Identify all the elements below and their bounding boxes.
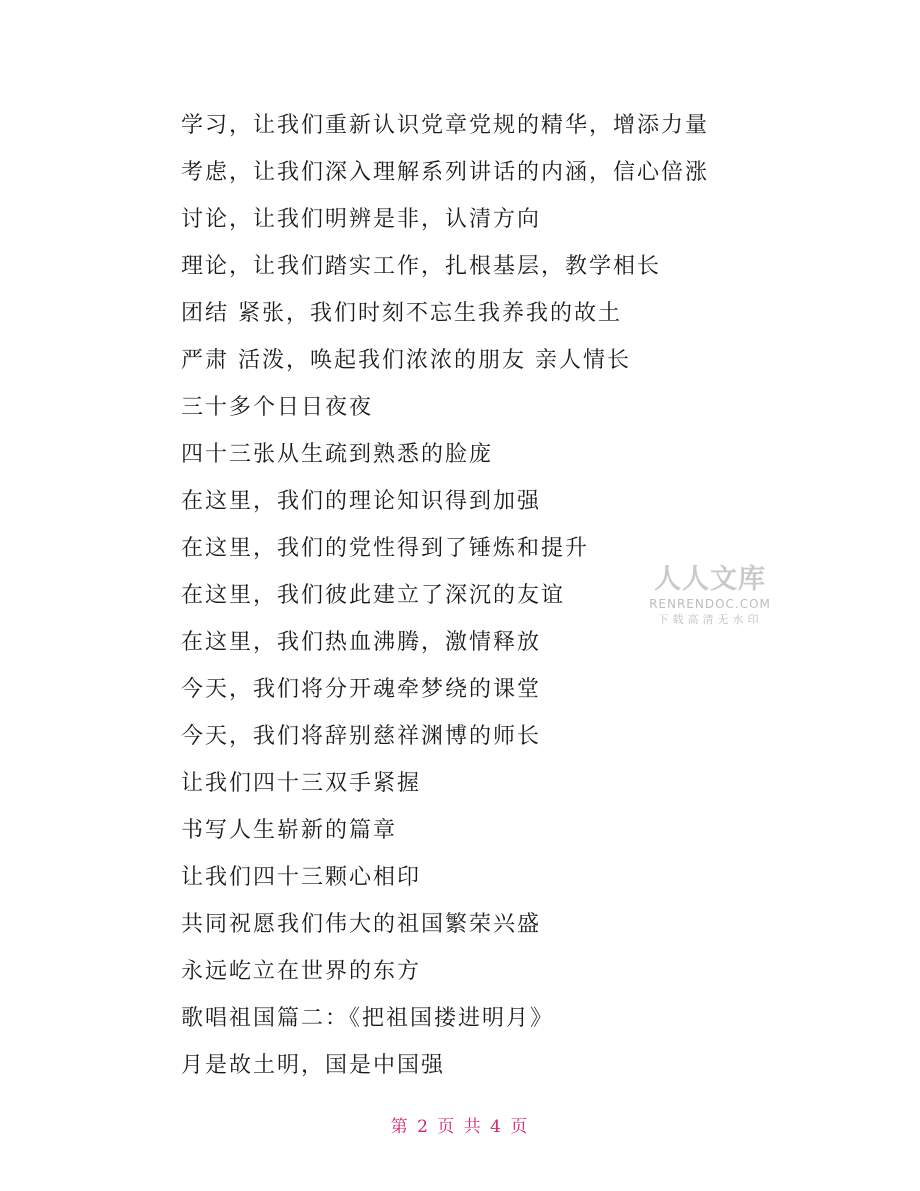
watermark-subtitle: 下载高清无水印 bbox=[657, 613, 763, 626]
text-line: 在这里，我们彼此建立了深沉的友谊 bbox=[181, 583, 566, 608]
watermark-title: 人人文库 bbox=[654, 564, 766, 595]
text-line: 四十三张从生疏到熟悉的脸庞 bbox=[181, 442, 494, 467]
text-line: 严肃 活泼，唤起我们浓浓的朋友 亲人情长 bbox=[181, 348, 631, 373]
text-line: 在这里，我们的党性得到了锤炼和提升 bbox=[181, 536, 590, 561]
text-line: 共同祝愿我们伟大的祖国繁荣兴盛 bbox=[181, 912, 542, 937]
text-line: 学习，让我们重新认识党章党规的精华，增添力量 bbox=[181, 113, 710, 138]
text-line: 三十多个日日夜夜 bbox=[181, 395, 374, 420]
text-line: 月是故土明，国是中国强 bbox=[181, 1053, 446, 1078]
page-number-footer: 第 2 页 共 4 页 bbox=[390, 1117, 530, 1137]
text-line: 让我们四十三双手紧握 bbox=[181, 771, 422, 796]
text-line: 让我们四十三颗心相印 bbox=[181, 865, 422, 890]
text-line: 在这里，我们的理论知识得到加强 bbox=[181, 489, 542, 514]
text-line: 书写人生崭新的篇章 bbox=[181, 818, 398, 843]
watermark-logo bbox=[645, 563, 775, 628]
text-line: 今天，我们将分开魂牵梦绕的课堂 bbox=[181, 677, 542, 702]
watermark-url: RENRENDOC.COM bbox=[649, 597, 771, 611]
text-line: 在这里，我们热血沸腾，激情释放 bbox=[181, 630, 542, 655]
text-line: 今天，我们将辞别慈祥渊博的师长 bbox=[181, 724, 542, 749]
text-line: 讨论，让我们明辨是非，认清方向 bbox=[181, 207, 542, 232]
text-line: 团结 紧张，我们时刻不忘生我养我的故土 bbox=[181, 301, 622, 326]
text-line: 永远屹立在世界的东方 bbox=[181, 959, 422, 984]
text-line: 理论，让我们踏实工作，扎根基层，教学相长 bbox=[181, 254, 662, 279]
section-heading: 歌唱祖国篇二：《把祖国搂进明月》 bbox=[181, 1006, 555, 1031]
text-line: 考虑，让我们深入理解系列讲话的内涵，信心倍涨 bbox=[181, 160, 710, 185]
